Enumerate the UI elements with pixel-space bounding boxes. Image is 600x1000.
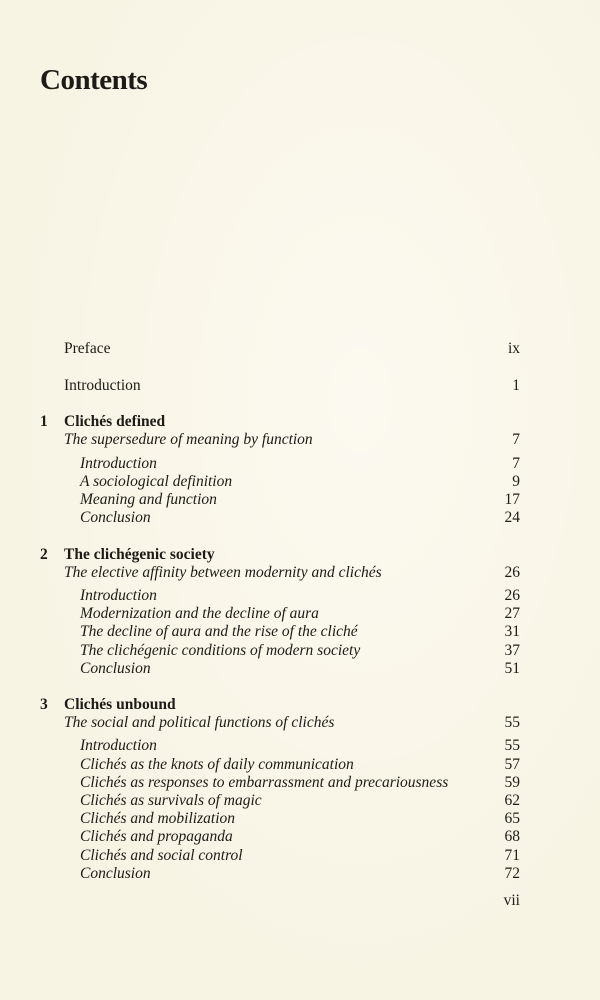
toc-page-number: 7 (512, 431, 520, 448)
toc-page-number: 51 (504, 660, 520, 677)
section-label: The clichégenic conditions of modern society (80, 642, 361, 659)
toc-section (0, 755, 600, 775)
section-label: Conclusion (80, 660, 151, 677)
chapter-subtitle-3 (0, 713, 600, 733)
section-label: Conclusion (80, 509, 151, 526)
chapter-heading-3 (0, 695, 600, 715)
toc-page-number: ix (507, 340, 520, 357)
toc-entry-label: Introduction (64, 377, 141, 394)
page-title: Contents (40, 64, 148, 96)
toc-section (0, 736, 600, 756)
section-label: Clichés as survivals of magic (80, 792, 262, 809)
section-label: Clichés and propaganda (80, 828, 233, 845)
toc-section (0, 773, 600, 793)
toc-page-number: 65 (504, 810, 520, 827)
toc-page-number: 17 (504, 491, 520, 508)
section-label: A sociological definition (80, 473, 233, 490)
toc-page-number: 62 (504, 792, 520, 809)
chapter-heading-2 (0, 545, 600, 565)
toc-section (0, 791, 600, 811)
toc-entry-preface (0, 339, 600, 359)
toc-section (0, 659, 600, 679)
section-label: Conclusion (80, 865, 151, 882)
toc-page-number: 26 (504, 564, 520, 581)
toc-page-number: 26 (504, 587, 520, 604)
toc-section (0, 472, 600, 492)
chapter-title: The clichégenic society (64, 546, 215, 563)
toc-page-number: 37 (504, 642, 520, 659)
toc-section (0, 864, 600, 884)
chapter-heading-1 (0, 412, 600, 432)
section-label: Meaning and function (80, 491, 217, 508)
section-label: Modernization and the decline of aura (80, 605, 319, 622)
toc-entry-label: Preface (64, 340, 111, 357)
toc-section (0, 454, 600, 474)
toc-section (0, 490, 600, 510)
toc-page-number: 7 (512, 455, 520, 472)
chapter-subtitle-1 (0, 430, 600, 450)
section-label: Introduction (80, 737, 157, 754)
chapter-subtitle: The supersedure of meaning by function (64, 431, 313, 448)
chapter-title: Clichés defined (64, 413, 166, 430)
chapter-subtitle-2 (0, 563, 600, 583)
section-label: Clichés and mobilization (80, 810, 235, 827)
chapter-subtitle: The elective affinity between modernity and clichés (64, 564, 382, 581)
section-label: Introduction (80, 455, 157, 472)
toc-page-number: 55 (504, 737, 520, 754)
chapter-number: 1 (40, 413, 48, 430)
toc-section (0, 622, 600, 642)
toc-page-number: 31 (504, 623, 520, 640)
toc-section (0, 846, 600, 866)
chapter-title: Clichés unbound (64, 696, 176, 713)
toc-page-number: 71 (504, 847, 520, 864)
section-label: Clichés as responses to embarrassment and precariousness (80, 774, 449, 791)
toc-page-number: 24 (504, 509, 520, 526)
toc-page-number: 1 (512, 377, 520, 394)
toc-section (0, 508, 600, 528)
chapter-number: 3 (40, 696, 48, 713)
toc-page-number: 57 (504, 756, 520, 773)
section-label: Clichés and social control (80, 847, 243, 864)
chapter-number: 2 (40, 546, 48, 563)
toc-section (0, 586, 600, 606)
toc-section (0, 827, 600, 847)
section-label: The decline of aura and the rise of the cliché (80, 623, 358, 640)
toc-section (0, 604, 600, 624)
page-folio: vii (503, 892, 520, 909)
toc-page-number: 9 (512, 473, 520, 490)
toc-page-number: 68 (504, 828, 520, 845)
section-label: Introduction (80, 587, 157, 604)
section-label: Clichés as the knots of daily communication (80, 756, 354, 773)
toc-page-number: 59 (504, 774, 520, 791)
toc-page-number: 72 (504, 865, 520, 882)
toc-section (0, 809, 600, 829)
chapter-subtitle: The social and political functions of clichés (64, 714, 335, 731)
toc-page-number: 27 (504, 605, 520, 622)
toc-entry-introduction (0, 376, 600, 396)
toc-section (0, 641, 600, 661)
toc-page-number: 55 (504, 714, 520, 731)
